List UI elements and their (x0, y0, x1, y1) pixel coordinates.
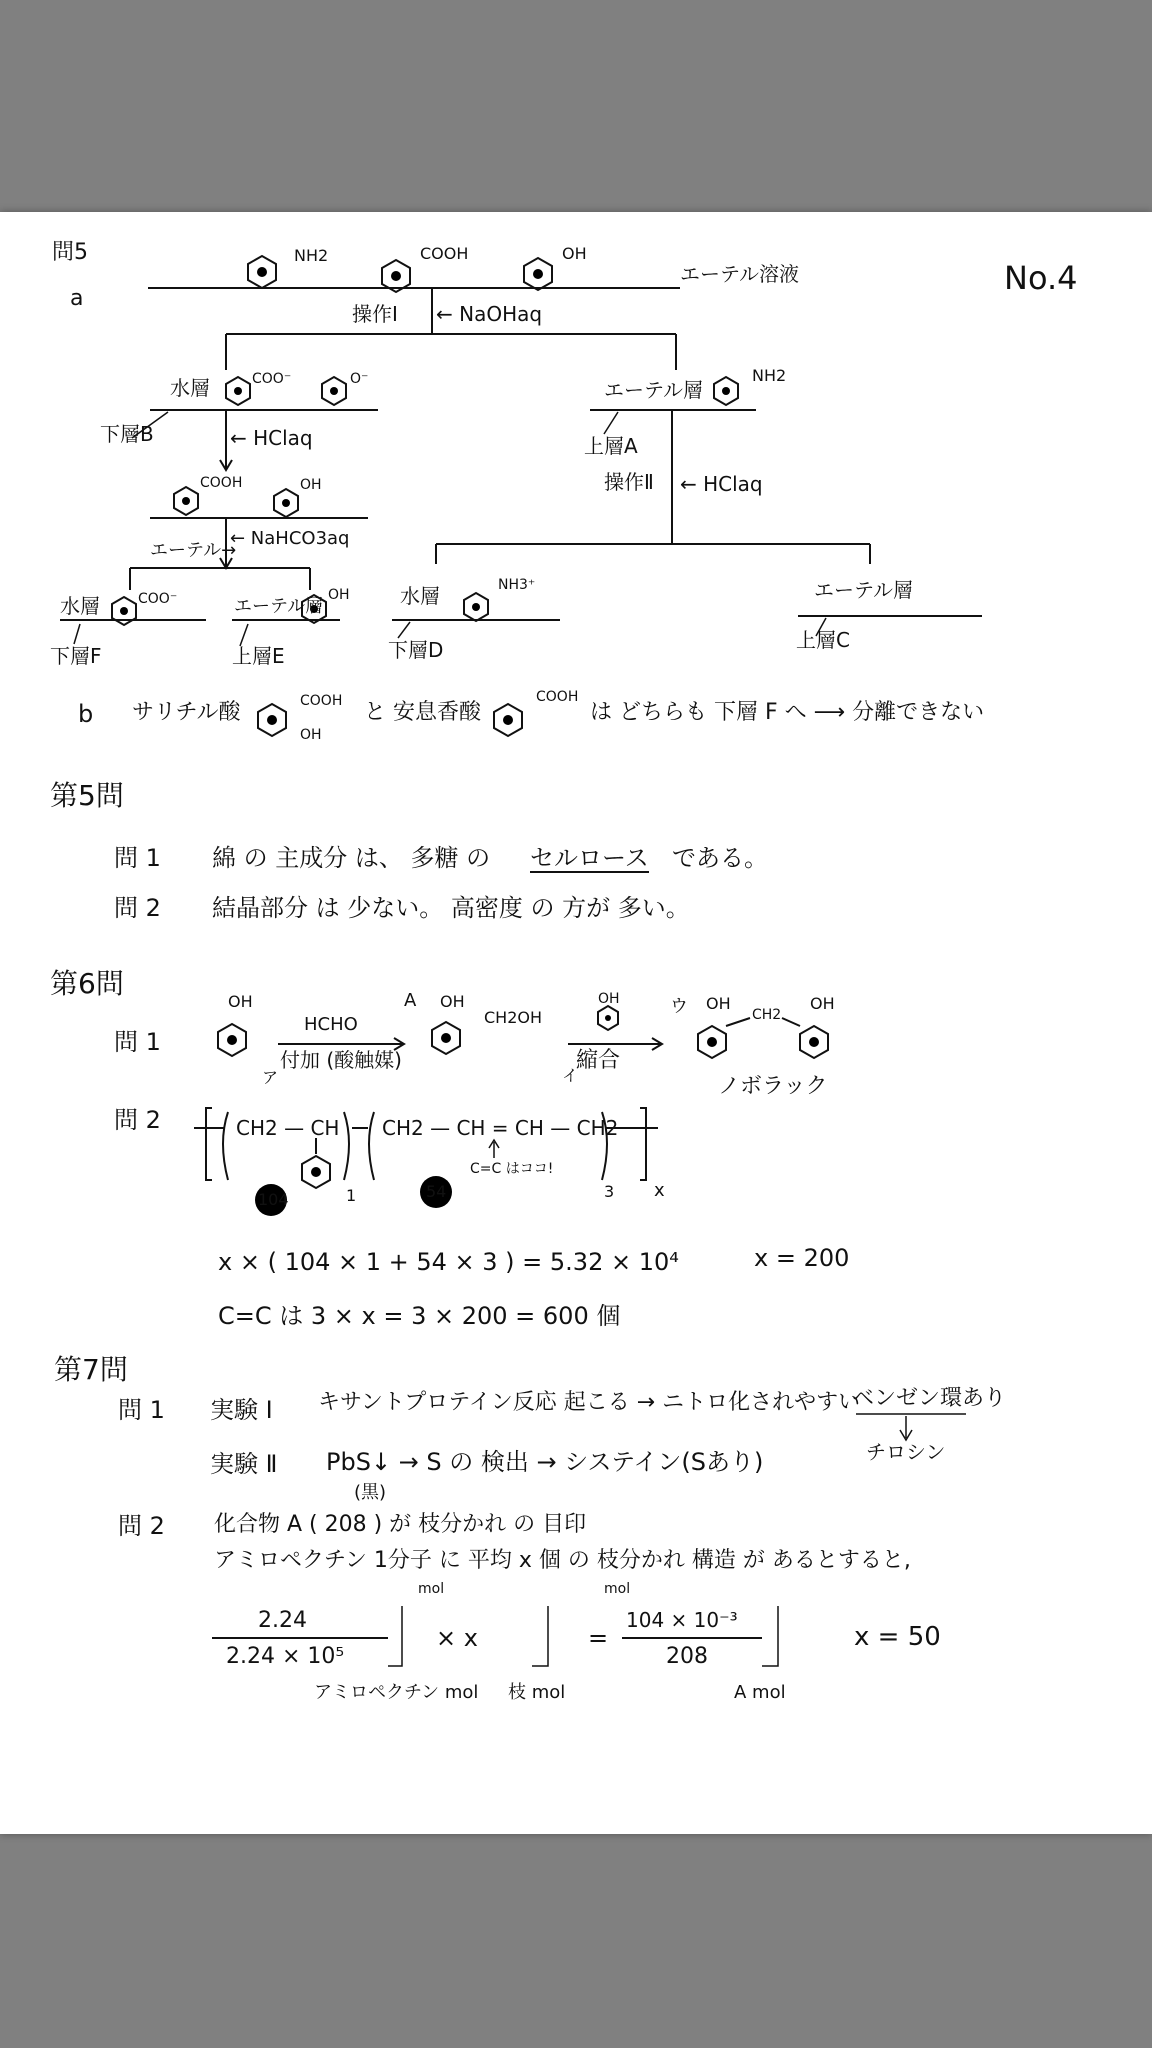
q5-part-b: b (78, 700, 94, 728)
benzene-ring-aniline-2 (714, 377, 738, 405)
q6th-p2-label: 問 2 (114, 1106, 161, 1134)
q5th-p2-label: 問 2 (114, 894, 161, 922)
benzoic-acid: と 安息香酸 (364, 700, 481, 725)
benzene-ring-novolac-1 (698, 1026, 726, 1058)
condensation-label: 縮合 (576, 1048, 621, 1073)
q7th-heading: 第7問 (54, 1353, 128, 1386)
hcho-label: HCHO (304, 1014, 358, 1035)
nahco3-label: ← NaHCO3aq (230, 528, 350, 549)
upper-a-pointer (604, 412, 618, 434)
q6th-eq1-result: x = 200 (754, 1244, 850, 1272)
ch2-label: CH2 (752, 1007, 782, 1023)
frac1-numerator: 2.24 (258, 1608, 307, 1633)
benzene-ring-note: ベンゼン環あり (852, 1386, 1007, 1411)
outer-bracket-right (640, 1108, 646, 1180)
cc-note: C=C はココ! (470, 1161, 554, 1177)
label-イ: イ (562, 1066, 579, 1085)
naoh-label: ← NaOHaq (436, 302, 543, 326)
a-mol-label: A mol (734, 1682, 786, 1703)
benzene-ring-aniline (248, 256, 276, 288)
mass-54: 54 (426, 1182, 447, 1201)
ether-layer-label: エーテル層 (604, 378, 703, 402)
water-layer-label-3: 水層 (400, 584, 440, 608)
hcl-label: ← HClaq (230, 426, 313, 450)
oh-label: OH (562, 244, 587, 263)
lower-b-label: 下層B (100, 422, 154, 446)
upper-e-label: 上層E (232, 644, 285, 668)
q5th-p1-answer: セルロース (530, 844, 649, 872)
benzene-ring-phenoxide (322, 377, 346, 405)
cooh-label-2: COOH (200, 475, 243, 491)
paren-left-1 (223, 1112, 228, 1180)
benzene-ring-benzoic-3 (494, 704, 522, 736)
benzene-ring-phenol-q6 (218, 1024, 246, 1056)
lower-f-label: 下層F (50, 644, 102, 668)
label-ア: ア (262, 1068, 279, 1087)
q6th-eq1: x × ( 104 × 1 + 54 × 3 ) = 5.32 × 10⁴ (218, 1248, 679, 1276)
frac2-numerator: 104 × 10⁻³ (626, 1608, 738, 1632)
oh-novolac-1: OH (706, 994, 731, 1013)
salicylic-acid: サリチル酸 (132, 700, 241, 725)
benzene-ring-benzoate (226, 377, 250, 405)
black-precipitate: (黒) (354, 1482, 387, 1503)
benzene-ring-phenol-2 (274, 489, 298, 517)
q7th-p1-label: 問 1 (118, 1396, 165, 1424)
q5th-p1-label: 問 1 (114, 844, 161, 872)
ether-layer-label-e: エーテル層 (234, 596, 324, 617)
lower-d-pointer (398, 622, 410, 638)
mol-label-2: mol (604, 1581, 631, 1597)
q7th-result: x = 50 (854, 1622, 941, 1652)
hcl2-label: ← HClaq (680, 472, 763, 496)
oh-small: OH (598, 991, 620, 1007)
ch2oh-label: CH2OH (484, 1008, 543, 1027)
sketch-lines (0, 212, 1152, 1834)
q5th-heading: 第5問 (50, 779, 124, 812)
q7th-p2-line1: 化合物 A ( 208 ) が 枝分かれ の 目印 (214, 1512, 587, 1537)
outer-bracket-left (206, 1108, 212, 1180)
butadiene-unit: CH2 — CH = CH — CH2 (382, 1116, 619, 1140)
upper-a-label: 上層A (584, 434, 638, 458)
cooh-label-3: COOH (300, 693, 343, 709)
q6th-p1-label: 問 1 (114, 1028, 161, 1056)
benzene-ring-novolac-2 (800, 1026, 828, 1058)
amylo-pointer (388, 1606, 402, 1666)
addition-label: 付加 (酸触媒) (280, 1048, 402, 1072)
amol-pointer (762, 1606, 778, 1666)
notebook-page (0, 212, 1152, 1834)
benzene-ring-anilinium (464, 593, 488, 621)
novolac-bond-1 (726, 1018, 750, 1026)
page-number: No.4 (1004, 259, 1078, 297)
q5th-p1-post: である。 (672, 844, 768, 872)
amylopectin-mol-label: アミロペクチン mol (314, 1682, 479, 1703)
styrene-unit: CH2 — CH (236, 1116, 340, 1140)
o-minus-label: O⁻ (350, 371, 369, 387)
upper-e-pointer (240, 624, 248, 646)
cooh-label: COOH (420, 244, 469, 263)
benzene-ring-benzoic-2 (174, 487, 198, 515)
mol-label-1: mol (418, 1581, 445, 1597)
novolac-bond-2 (782, 1018, 800, 1026)
coo-minus-label-2: COO⁻ (138, 591, 178, 607)
mass-104: 104 (258, 1190, 289, 1209)
oh-label-2: OH (300, 477, 322, 493)
exp1-label: 実験 Ⅰ (210, 1396, 273, 1424)
cooh-label-4: COOH (536, 689, 579, 705)
times-x: × x (436, 1624, 478, 1652)
benzene-ring-phenol-small (598, 1006, 618, 1030)
q5th-p2-text: 結晶部分 は 少ない。 高密度 の 方が 多い。 (212, 894, 690, 922)
benzene-ring-salicylic (258, 704, 286, 736)
sub-3: 3 (604, 1182, 615, 1201)
frac1-denominator: 2.24 × 10⁵ (226, 1644, 345, 1669)
q6th-heading: 第6問 (50, 967, 124, 1000)
q7th-p2-label: 問 2 (118, 1512, 165, 1540)
nh2-label-2: NH2 (752, 366, 787, 385)
exp1-text: キサントプロテイン反応 起こる → ニトロ化されやすい (318, 1390, 861, 1415)
exp2-text: PbS↓ → S の 検出 → システイン(Sあり) (326, 1448, 764, 1476)
paren-left-2 (369, 1112, 374, 1180)
oh-label-4: OH (300, 727, 322, 743)
op2-label: 操作Ⅱ (604, 470, 654, 494)
sub-x: x (654, 1180, 665, 1201)
lower-d-label: 下層D (388, 638, 444, 662)
q5th-p1-pre: 綿 の 主成分 は、 多糖 の (212, 844, 491, 872)
frac2-denominator: 208 (666, 1644, 708, 1669)
part-b-conclusion: は どちらも 下層 F へ ⟶ 分離できない (590, 700, 985, 725)
equals-sign: = (588, 1624, 609, 1652)
q5-label: 問5 (52, 240, 88, 265)
sub-1: 1 (346, 1186, 357, 1205)
label-a: A (404, 990, 417, 1011)
q7th-p2-line2: アミロペクチン 1分子 に 平均 x 個 の 枝分かれ 構造 が あるとすると, (214, 1548, 911, 1573)
oh-phenol: OH (228, 992, 253, 1011)
benzene-ring-phenol (524, 258, 552, 290)
label-ウ: ウ (670, 996, 688, 1017)
nh3-plus-label: NH3⁺ (498, 577, 536, 593)
nh2-label: NH2 (294, 246, 329, 265)
water-layer-label: 水層 (170, 376, 210, 400)
ether-layer-label-c: エーテル層 (814, 578, 913, 602)
oh-label-3: OH (328, 587, 350, 603)
ether-arrow-label: エーテル→ (150, 540, 237, 561)
lower-f-pointer (74, 624, 80, 644)
coo-minus-label: COO⁻ (252, 371, 292, 387)
oh-novolac-2: OH (810, 994, 835, 1013)
op1-label: 操作Ⅰ (352, 302, 398, 326)
q5-part-a: a (70, 286, 84, 311)
tyrosine-label: チロシン (866, 1440, 946, 1464)
paren-right-1 (344, 1112, 349, 1180)
benzene-ring-hydroxymethyl (432, 1022, 460, 1054)
benzene-ring-styrene (302, 1156, 330, 1188)
branch-pointer (532, 1606, 548, 1666)
ether-solution: エーテル溶液 (680, 262, 799, 286)
novolac-label: ノボラック (718, 1074, 828, 1099)
oh-a: OH (440, 992, 465, 1011)
exp2-label: 実験 Ⅱ (210, 1450, 278, 1478)
q6th-eq2: C=C は 3 × x = 3 × 200 = 600 個 (218, 1302, 621, 1330)
water-layer-label-2: 水層 (60, 594, 100, 618)
upper-c-label: 上層C (796, 628, 850, 652)
branch-mol-label: 枝 mol (508, 1682, 566, 1703)
